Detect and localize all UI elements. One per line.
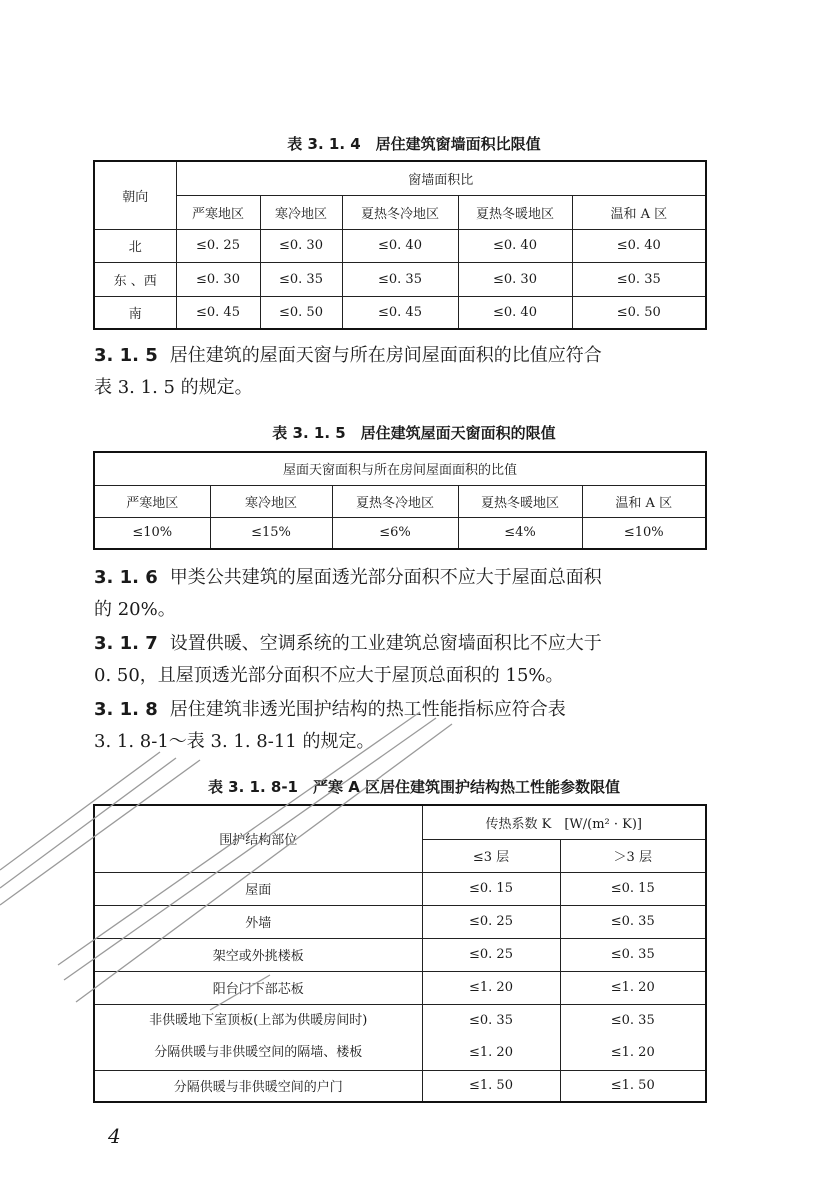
orientation-header: 朝向 (94, 161, 176, 229)
row-label (94, 1004, 422, 1070)
zone-header: 夏热冬暖地区 (458, 195, 572, 229)
row-label: 分隔供暖与非供暖空间的户门 (94, 1070, 422, 1102)
cell-value: ≤0. 40 (342, 229, 458, 262)
table-3-1-5 (93, 451, 707, 550)
cell-value: ≤0. 15 (422, 872, 560, 905)
clause-3-1-6 (94, 562, 706, 626)
cell-value: ≤1. 20 (422, 971, 560, 1004)
zone-header: 夏热冬暖地区 (458, 485, 582, 517)
table-row (94, 229, 706, 262)
row-label: 架空或外挑楼板 (94, 938, 422, 971)
k-value-header: 传热系数 K [W/(m² · K)] (422, 805, 706, 839)
table-row (94, 971, 706, 1004)
table-row (94, 1070, 706, 1102)
cell-value: ≤0. 25 (422, 938, 560, 971)
row-label: 南 (94, 296, 176, 329)
cell-value: ≤0. 40 (572, 229, 706, 262)
zone-header: 温和 A 区 (572, 195, 706, 229)
clause-text: 3. 1. 8-1～表 3. 1. 8-11 的规定。 (94, 731, 375, 752)
cell-value-line: ≤0. 35 (610, 1013, 655, 1028)
clause-number: 3. 1. 7 (94, 633, 158, 654)
skylight-ratio-header: 屋面天窗面积与所在房间屋面面积的比值 (94, 452, 706, 485)
clause-3-1-5 (94, 340, 706, 404)
cell-value: ≤0. 25 (176, 229, 260, 262)
clause-text: 表 3. 1. 5 的规定。 (94, 377, 253, 398)
clause-text: 居住建筑的屋面天窗与所在房间屋面面积的比值应符合 (169, 345, 602, 366)
row-label: 外墙 (94, 905, 422, 938)
cell-value: ≤0. 50 (572, 296, 706, 329)
table-row (94, 905, 706, 938)
row-label: 东 、西 (94, 262, 176, 296)
cell-value (422, 1004, 560, 1070)
cell-value: ≤0. 35 (560, 905, 706, 938)
table-3-1-4-caption: 表 3. 1. 4 居住建筑窗墙面积比限值 (287, 135, 541, 153)
table-3-1-5-caption: 表 3. 1. 5 居住建筑屋面天窗面积的限值 (272, 424, 556, 442)
cell-value-line: ≤1. 20 (469, 1045, 513, 1060)
cell-value: ≤0. 25 (422, 905, 560, 938)
table-row (94, 872, 706, 905)
cell-value: ≤0. 30 (458, 262, 572, 296)
table-row (94, 296, 706, 329)
cell-value: ≤0. 15 (560, 872, 706, 905)
table-row (94, 1004, 706, 1070)
clause-number: 3. 1. 8 (94, 699, 158, 720)
clause-text: 0. 50，且屋顶透光部分面积不应大于屋顶总面积的 15%。 (94, 665, 564, 686)
zone-header: 夏热冬冷地区 (332, 485, 458, 517)
table-3-1-8-1 (93, 804, 707, 1103)
clause-3-1-8 (94, 694, 706, 758)
cell-value: ≤6% (332, 517, 458, 549)
zone-header: 寒冷地区 (210, 485, 332, 517)
cell-value: ≤1. 50 (560, 1070, 706, 1102)
window-wall-ratio-header: 窗墙面积比 (176, 161, 706, 195)
cell-value-line: ≤0. 35 (469, 1013, 513, 1028)
cell-value: ≤0. 45 (176, 296, 260, 329)
zone-header: 夏热冬冷地区 (342, 195, 458, 229)
floor-col-header: ≤3 层 (422, 839, 560, 872)
cell-value: ≤4% (458, 517, 582, 549)
part-header: 围护结构部位 (94, 805, 422, 872)
row-label-line: 非供暖地下室顶板(上部为供暖房间时) (149, 1013, 368, 1028)
cell-value: ≤0. 35 (342, 262, 458, 296)
cell-value (560, 1004, 706, 1070)
floor-col-header: ＞3 层 (560, 839, 706, 872)
cell-value: ≤10% (582, 517, 706, 549)
table-row (94, 938, 706, 971)
page-number: 4 (108, 1124, 121, 1148)
row-label: 屋面 (94, 872, 422, 905)
zone-header: 严寒地区 (94, 485, 210, 517)
cell-value: ≤0. 30 (176, 262, 260, 296)
table-row (94, 262, 706, 296)
cell-value: ≤0. 45 (342, 296, 458, 329)
clause-text: 居住建筑非透光围护结构的热工性能指标应符合表 (169, 699, 566, 720)
clause-text: 甲类公共建筑的屋面透光部分面积不应大于屋面总面积 (169, 567, 602, 588)
cell-value: ≤0. 35 (560, 938, 706, 971)
cell-value: ≤0. 35 (260, 262, 342, 296)
zone-header: 寒冷地区 (260, 195, 342, 229)
row-label: 阳台门下部芯板 (94, 971, 422, 1004)
cell-value: ≤0. 50 (260, 296, 342, 329)
zone-header: 严寒地区 (176, 195, 260, 229)
table-3-1-4 (93, 160, 707, 330)
table-3-1-8-1-caption: 表 3. 1. 8-1 严寒 A 区居住建筑围护结构热工性能参数限值 (207, 778, 621, 796)
table-row (94, 517, 706, 549)
cell-value: ≤1. 20 (560, 971, 706, 1004)
zone-header: 温和 A 区 (582, 485, 706, 517)
row-label-line: 分隔供暖与非供暖空间的隔墙、楼板 (154, 1045, 363, 1060)
cell-value: ≤0. 35 (572, 262, 706, 296)
cell-value-line: ≤1. 20 (610, 1045, 655, 1060)
cell-value: ≤0. 30 (260, 229, 342, 262)
clause-number: 3. 1. 6 (94, 567, 158, 588)
clause-number: 3. 1. 5 (94, 345, 158, 366)
cell-value: ≤0. 40 (458, 229, 572, 262)
clause-text: 的 20%。 (94, 599, 176, 620)
cell-value: ≤15% (210, 517, 332, 549)
cell-value: ≤10% (94, 517, 210, 549)
row-label: 北 (94, 229, 176, 262)
cell-value: ≤0. 40 (458, 296, 572, 329)
clause-text: 设置供暖、空调系统的工业建筑总窗墙面积比不应大于 (169, 633, 602, 654)
cell-value: ≤1. 50 (422, 1070, 560, 1102)
clause-3-1-7 (94, 628, 706, 692)
